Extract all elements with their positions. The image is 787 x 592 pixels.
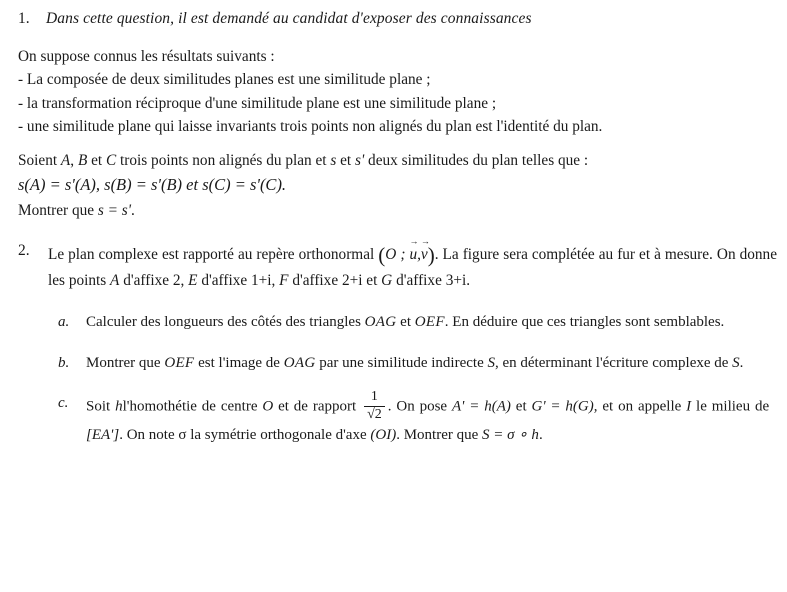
q2-point-g: G <box>381 272 393 290</box>
q2-affixe-g: d'affixe <box>396 272 442 290</box>
q2c-text-9: la symétrie orthogonale d'axe <box>190 427 367 444</box>
q1-conclusion <box>18 199 787 222</box>
q2c-final-equation: S = σ ∘ h <box>482 427 539 444</box>
q2c-text-1: Soit <box>86 398 111 415</box>
q2-point-f: F <box>279 272 289 290</box>
question-2-body <box>48 235 787 295</box>
q2-affixe-f: d'affixe 2+i et <box>292 272 378 290</box>
question-2b <box>58 351 787 375</box>
q2c-homothetie: h <box>115 398 123 415</box>
q1-line-1: - La composée de deux similitudes planes est une similitude plane ; <box>18 71 431 89</box>
q2c-text-11: . <box>538 427 543 444</box>
spacer <box>0 28 787 45</box>
q2a-text-1: Calculer des longueurs des côtés des triangles <box>86 314 361 331</box>
q1-conclusion-prefix: Montrer que <box>18 201 98 219</box>
q2c-text-7: le milieu de <box>696 398 770 415</box>
spacer <box>0 138 787 149</box>
q2b-text-4: , en déterminant l'écriture complexe de <box>494 354 729 371</box>
q2c-text-4: . On pose <box>387 398 448 415</box>
q2b-triangle-1: OEF <box>164 354 195 371</box>
question-1 <box>0 10 787 28</box>
q2c-point-i: I <box>686 398 692 415</box>
question-1-intro: Dans cette question, il est demandé au candidat d'exposer des connaissances <box>46 10 532 27</box>
q2b-text-5: . <box>739 354 744 371</box>
q2-text-2: . La figure sera complétée au fur et à mesure. On donne les points <box>48 245 777 290</box>
q2-text-1: Le plan complexe est rapporté au repère orthonormal <box>48 245 375 263</box>
q2c-text-6: , et on appelle <box>593 398 682 415</box>
q2c-ratio-denominator: √2 <box>367 406 382 422</box>
q2b-similitude-2: S <box>732 354 740 371</box>
q2-affixe-e: d'affixe 1+i, <box>201 272 276 290</box>
q1-line-3: - une similitude plane qui laisse invariants trois points non alignés du plan est l'identité du plan. <box>18 117 603 135</box>
q2-affixe-a: d'affixe 2, <box>123 272 185 290</box>
q2-affixe-g-value: 3+i. <box>445 272 471 290</box>
q1-sep-3: trois points non alignés du plan et <box>116 152 331 169</box>
q2c-text-8: . On note <box>119 427 175 444</box>
q2c-text-3: et de rapport <box>278 398 357 415</box>
q1-line-0: On suppose connus les résultats suivants : <box>18 48 275 65</box>
vector-arrow-u-icon: → <box>409 235 419 246</box>
q2a-triangle-2: OEF <box>414 314 445 331</box>
question-2c <box>58 391 787 448</box>
q2-repere: (O ; → u, → v) <box>378 235 435 267</box>
question-1-number: 1. <box>18 10 30 27</box>
q2b-text-2: est l'image de <box>198 354 280 371</box>
q2b-triangle-2: OAG <box>283 354 316 371</box>
q1-point-b: B <box>77 152 88 169</box>
q2a-text-3: . En déduire que ces triangles sont semblables. <box>444 314 725 331</box>
q2b-similitude: S <box>487 354 495 371</box>
q1-equation: s(A) = s'(A), s(B) = s'(B) et s(C) = s'(C). <box>18 175 287 195</box>
q1-statement-prefix: Soient <box>18 152 58 169</box>
document-page <box>0 10 787 592</box>
q1-statement <box>18 149 787 172</box>
q2-point-e: E <box>188 272 198 290</box>
q2c-axis: (OI) <box>370 427 397 444</box>
q2a-triangle-1: OAG <box>364 314 397 331</box>
vector-arrow-v-icon: → <box>420 235 430 246</box>
q2-point-a: A <box>110 272 120 290</box>
question-2 <box>0 235 787 295</box>
q2b-text-3: par une similitude indirecte <box>319 354 484 371</box>
q1-line-2: - la transformation réciproque d'une similitude plane est une similitude plane ; <box>18 94 497 112</box>
question-2c-letter: c. <box>58 395 69 412</box>
q2c-ratio-fraction <box>364 390 385 422</box>
q2c-sigma: σ <box>178 427 187 444</box>
q2c-text-5: et <box>515 398 527 415</box>
q2c-eq-2: G' = h(G) <box>531 398 594 415</box>
q1-conclusion-suffix: . <box>131 201 135 219</box>
q1-sep-5: deux similitudes du plan telles que : <box>364 152 589 169</box>
question-2-number: 2. <box>18 241 30 259</box>
q2c-center: O <box>262 398 274 415</box>
q2b-text-1: Montrer que <box>86 354 161 371</box>
q2c-ratio-numerator: 1 <box>370 389 378 405</box>
question-2b-letter: b. <box>58 354 70 371</box>
q2a-text-2: et <box>400 314 411 331</box>
question-2a-letter: a. <box>58 314 70 331</box>
q2c-segment: [EA'] <box>86 427 120 444</box>
q1-point-a: A <box>60 152 71 169</box>
q2c-text-10: . Montrer que <box>396 427 479 444</box>
q1-sep-4: et <box>336 152 355 169</box>
q1-sim-s-prime: s' <box>355 152 365 169</box>
q1-sep-1: , <box>70 152 78 169</box>
q1-sep-2: et <box>87 152 106 169</box>
q1-point-c: C <box>106 152 117 169</box>
q2c-eq-1: A' = h(A) <box>451 398 511 415</box>
q2c-text-2: l'homothétie de centre <box>122 398 258 415</box>
q1-conclusion-math: s = s' <box>97 201 132 219</box>
q1-sim-s: s <box>330 152 337 169</box>
question-2a <box>58 310 787 334</box>
